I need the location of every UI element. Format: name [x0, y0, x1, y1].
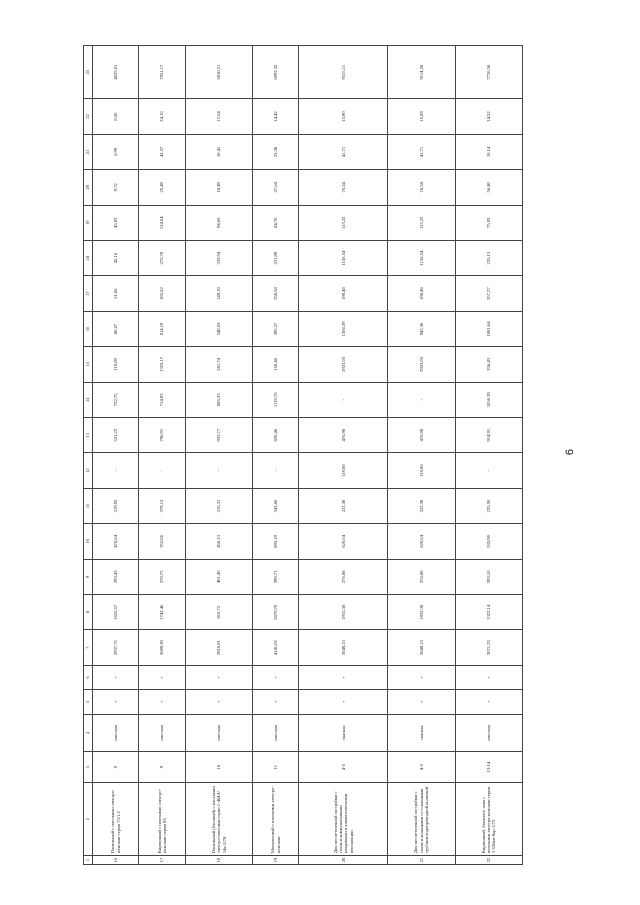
value-cell: 281,74 — [185, 347, 252, 382]
value-cell: - — [388, 382, 455, 417]
value-cell: 2937,75 — [93, 630, 139, 665]
value-cell: 43,83 — [93, 205, 139, 240]
table-row — [93, 46, 139, 865]
header-cell: 23 — [84, 46, 93, 99]
value-cell: 390,71 — [253, 559, 299, 594]
floors-cell: 4-5 — [388, 752, 455, 783]
value-cell: 358,58 — [253, 276, 299, 311]
row-number-cell: 18 — [185, 856, 252, 865]
mark-cell: + — [93, 665, 139, 689]
data-table — [83, 45, 523, 865]
value-cell: 14,42 — [253, 99, 299, 134]
page-number: 6 — [564, 448, 576, 456]
value-cell: 531,22 — [93, 417, 139, 452]
header-cell: 8 — [84, 595, 93, 630]
value-cell: 336,43 — [455, 347, 523, 382]
value-cell: 476,64 — [93, 524, 139, 559]
value-cell: 7851,17 — [139, 46, 185, 99]
value-cell: 395,57 — [253, 311, 299, 346]
row-number-cell: 16 — [93, 856, 139, 865]
mark-cell: + — [388, 690, 455, 714]
value-cell: 593,10 — [455, 559, 523, 594]
value-cell: 933,77 — [185, 417, 252, 452]
value-cell: 2071,33 — [455, 630, 523, 665]
floors-cell: 11 — [253, 752, 299, 783]
value-cell: 10,14 — [455, 134, 523, 169]
value-cell: 548,03 — [185, 311, 252, 346]
value-cell: 27,64 — [253, 170, 299, 205]
value-cell: 119,86 — [388, 453, 455, 488]
mark-cell: + — [253, 690, 299, 714]
value-cell: 15,89 — [388, 99, 455, 134]
value-cell: 276,88 — [388, 559, 455, 594]
value-cell: 8,50 — [93, 99, 139, 134]
roof-type-cell: скатная — [388, 714, 455, 752]
header-cell: 3 — [84, 752, 93, 783]
value-cell: 9315,11 — [299, 46, 388, 99]
row-number-cell: 19 — [253, 856, 299, 865]
row-number-cell: 20 — [299, 856, 388, 865]
building-type-cell: Панельный (блочный) с плоскими электро-плитами серии 1-464А/ 14к-2/78 — [185, 783, 252, 856]
row-number-cell: 21 — [388, 856, 455, 865]
value-cell: 1323,17 — [139, 347, 185, 382]
header-cell: 21 — [84, 134, 93, 169]
value-cell: 198,46 — [299, 276, 388, 311]
table-row — [388, 46, 455, 865]
floors-cell: 13-14 — [455, 752, 523, 783]
mark-cell: + — [93, 690, 139, 714]
value-cell: 914,91 — [455, 417, 523, 452]
value-cell: 4025,01 — [93, 46, 139, 99]
header-cell: 1 — [84, 856, 93, 865]
header-row — [84, 46, 93, 865]
value-cell: 80,67 — [93, 311, 139, 346]
value-cell: 9,72 — [93, 170, 139, 205]
roof-type-cell: плоская — [139, 714, 185, 752]
value-cell: 233,94 — [185, 240, 252, 275]
mark-cell: + — [388, 665, 455, 689]
value-cell: 357,27 — [455, 276, 523, 311]
mark-cell: + — [299, 665, 388, 689]
table-row — [299, 46, 388, 865]
value-cell: 215,31 — [185, 488, 252, 523]
row-number-cell: 17 — [139, 856, 185, 865]
value-cell: 1566,39 — [299, 311, 388, 346]
value-cell: 23,38 — [253, 134, 299, 169]
roof-type-cell: плоская — [455, 714, 523, 752]
value-cell: 1022,57 — [93, 595, 139, 630]
header-cell: 6 — [84, 665, 93, 689]
value-cell: 222,38 — [299, 488, 388, 523]
value-cell: 1056,39 — [455, 382, 523, 417]
table-row — [185, 46, 252, 865]
value-cell: 110,09 — [93, 347, 139, 382]
value-cell: 343,86 — [253, 488, 299, 523]
roof-type-cell: плоская — [93, 714, 139, 752]
header-cell: 14 — [84, 382, 93, 417]
value-cell: 42,16 — [93, 240, 139, 275]
value-cell: 41,71 — [388, 134, 455, 169]
value-cell: 12,54 — [185, 99, 252, 134]
header-cell: 20 — [84, 170, 93, 205]
mark-cell: + — [299, 690, 388, 714]
roof-type-cell: скатная — [299, 714, 388, 752]
value-cell: 43,57 — [139, 134, 185, 169]
header-cell: 10 — [84, 524, 93, 559]
mark-cell: + — [185, 665, 252, 689]
value-cell: 3648,13 — [388, 630, 455, 665]
mark-cell: + — [185, 690, 252, 714]
value-cell: 1742,46 — [139, 595, 185, 630]
value-cell: 826,46 — [253, 417, 299, 452]
mark-cell: + — [253, 665, 299, 689]
floors-cell: 16 — [185, 752, 252, 783]
header-cell: 13 — [84, 417, 93, 452]
value-cell: 2818,81 — [185, 630, 252, 665]
value-cell: 276,88 — [299, 559, 388, 594]
value-cell: 15,90 — [299, 99, 388, 134]
value-cell: - — [299, 382, 388, 417]
value-cell: 25,48 — [139, 170, 185, 205]
roof-type-cell: плоская — [185, 714, 252, 752]
value-cell: - — [185, 453, 252, 488]
value-cell: - — [253, 453, 299, 488]
header-cell: 15 — [84, 347, 93, 382]
value-cell: 14,52 — [455, 99, 523, 134]
value-cell: 76,54 — [299, 170, 388, 205]
value-cell: 5810,21 — [185, 46, 252, 99]
value-cell: 10,41 — [185, 134, 252, 169]
value-cell: 2923,03 — [299, 347, 388, 382]
value-cell: 149,10 — [185, 276, 252, 311]
value-cell: 24,16 — [139, 99, 185, 134]
header-cell: 11 — [84, 488, 93, 523]
value-cell: 222,38 — [388, 488, 455, 523]
value-cell: 3648,13 — [299, 630, 388, 665]
value-cell: 275,78 — [139, 240, 185, 275]
value-cell: 1119,76 — [253, 382, 299, 417]
table-row — [455, 46, 523, 865]
value-cell: 235,13 — [455, 240, 523, 275]
floors-cell: 4-5 — [299, 752, 388, 783]
value-cell: 231,89 — [253, 240, 299, 275]
value-cell: 219,92 — [93, 488, 139, 523]
value-cell: 796,91 — [139, 417, 185, 452]
value-cell: 722,75 — [93, 382, 139, 417]
header-cell: 22 — [84, 99, 93, 134]
value-cell: 2923,03 — [388, 347, 455, 382]
value-cell: 185,62 — [139, 276, 185, 311]
value-cell: 895,19 — [253, 524, 299, 559]
value-cell: 150,46 — [253, 347, 299, 382]
value-cell: 124,64 — [139, 205, 185, 240]
value-cell: 370,75 — [139, 559, 185, 594]
value-cell: 1932,38 — [388, 595, 455, 630]
value-cell: 94,66 — [185, 205, 252, 240]
value-cell: 198,46 — [388, 276, 455, 311]
value-cell: - — [455, 453, 523, 488]
value-cell: 352,06 — [139, 524, 185, 559]
value-cell: 5,99 — [93, 134, 139, 169]
mark-cell: + — [139, 690, 185, 714]
value-cell: 714,93 — [139, 382, 185, 417]
roof-type-cell: плоская — [253, 714, 299, 752]
value-cell: 84,70 — [253, 205, 299, 240]
header-cell: 5 — [84, 690, 93, 714]
header-cell: 18 — [84, 240, 93, 275]
value-cell: 18,49 — [185, 170, 252, 205]
value-cell: 1156,54 — [388, 240, 455, 275]
header-cell: 12 — [84, 453, 93, 488]
header-cell: 9 — [84, 559, 93, 594]
value-cell: 293,43 — [93, 559, 139, 594]
building-type-cell: Для после-военной застройки с газом и колонками со стальными трубами водопроводной колонкой — [388, 783, 455, 856]
value-cell: 620,64 — [388, 524, 455, 559]
table-row — [139, 46, 185, 865]
header-cell: 4 — [84, 714, 93, 752]
building-type-cell: Монолитный с плоскими электро-плитами — [253, 783, 299, 856]
value-cell: 1932,38 — [299, 595, 388, 630]
header-cell: 2 — [84, 783, 93, 856]
value-cell: 115,22 — [299, 205, 388, 240]
value-cell: 456,13 — [185, 524, 252, 559]
rotated-table-wrapper — [83, 45, 523, 865]
building-type-cell: Кирпичный с плоскими электро-плитами серии 85 — [139, 783, 185, 856]
value-cell: 119,86 — [299, 453, 388, 488]
floors-cell: 9 — [93, 752, 139, 783]
value-cell: 379,12 — [139, 488, 185, 523]
table-row — [253, 46, 299, 865]
value-cell: 814,19 — [139, 311, 185, 346]
value-cell: 620,64 — [299, 524, 388, 559]
value-cell: 885,33 — [185, 382, 252, 417]
building-type-cell: Панельный с плоскими электро-плитами серии 75/1.2 — [93, 783, 139, 856]
value-cell: 51,66 — [93, 276, 139, 311]
value-cell: 7726,56 — [455, 46, 523, 99]
value-cell: 115,22 — [388, 205, 455, 240]
value-cell: 3689,30 — [139, 630, 185, 665]
mark-cell: + — [455, 690, 523, 714]
header-cell: 16 — [84, 311, 93, 346]
value-cell: - — [93, 453, 139, 488]
building-type-cell: Для после-военной застройки с газом и коммунальными кладовыми и климатическими вентиляции — [299, 783, 388, 856]
value-cell: 225,50 — [455, 488, 523, 523]
building-type-cell: Кирпичный, блочного типа с плоскими электро-плитами серии 1-528кп-8кр-1/73 — [455, 783, 523, 856]
value-cell: 41,71 — [299, 134, 388, 169]
value-cell: 75,93 — [455, 205, 523, 240]
value-cell: - — [139, 453, 185, 488]
header-cell: 17 — [84, 276, 93, 311]
value-cell: 1156,54 — [299, 240, 388, 275]
value-cell: 2079,70 — [253, 595, 299, 630]
value-cell: 1081,64 — [455, 311, 523, 346]
value-cell: 476,98 — [388, 417, 455, 452]
value-cell: 943,36 — [388, 311, 455, 346]
row-number-cell: 22 — [455, 856, 523, 865]
value-cell: 1322,14 — [455, 595, 523, 630]
value-cell: 6992,32 — [253, 46, 299, 99]
value-cell: 4141,02 — [253, 630, 299, 665]
value-cell: 476,98 — [299, 417, 388, 452]
header-cell: 7 — [84, 630, 93, 665]
mark-cell: + — [139, 665, 185, 689]
header-cell: 19 — [84, 205, 93, 240]
value-cell: 816,72 — [185, 595, 252, 630]
value-cell: 401,45 — [185, 559, 252, 594]
value-cell: 535,90 — [455, 524, 523, 559]
floors-cell: 9 — [139, 752, 185, 783]
mark-cell: + — [455, 665, 523, 689]
value-cell: 76,54 — [388, 170, 455, 205]
value-cell: 56,40 — [455, 170, 523, 205]
value-cell: 9114,26 — [388, 46, 455, 99]
